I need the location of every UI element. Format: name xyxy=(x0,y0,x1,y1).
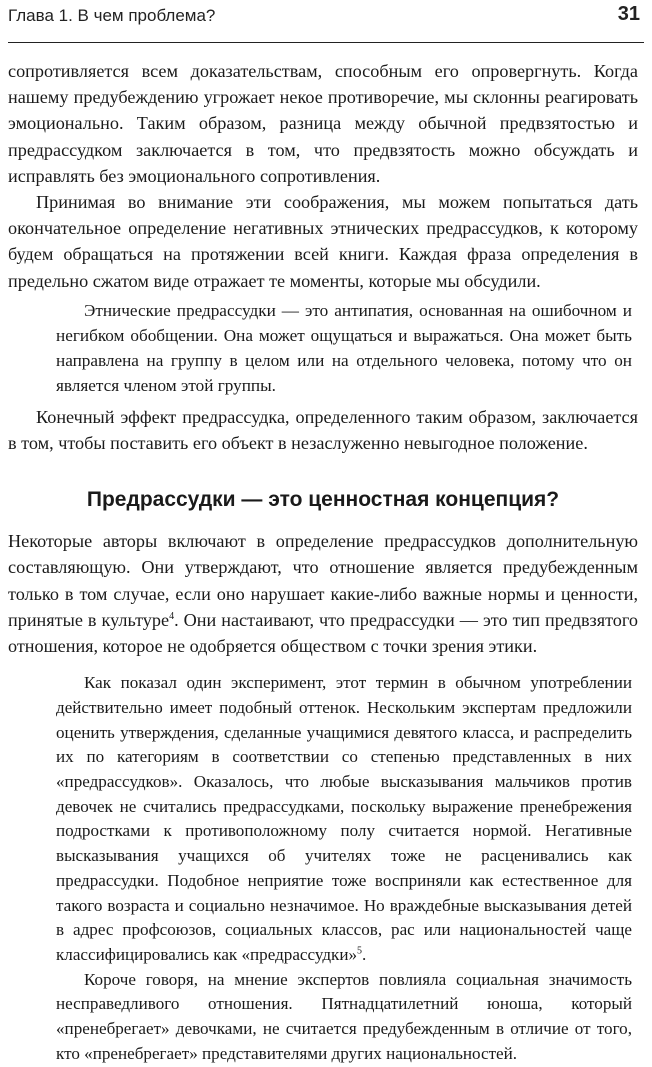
quote-block: Короче говоря, на мнение экспертов повлияла социальная значимость несправедливого отношения. Пятнадцатилетний юноша, который «пренебрегает» девочками, не считается предубежденным в отличие от того, кто «пренебрегает» представителями других национальностей. xyxy=(56,969,632,1063)
paragraph: Конечный эффект предрассудка, определенного таким образом, заключается в том, чтобы поставить его объект в незаслуженно невыгодное положение. xyxy=(8,406,638,454)
footnote-ref: 4 xyxy=(169,610,175,622)
quote-text: Как показал один эксперимент, этот термин в обычном употреблении действительно имеет подобный оттенок. Нескольким экспертам предложили оценить утверждения, сделанные учащимися девятого класса, и распределить их по категориям в соответствии со степенью представленных в них «предрассудков». Оказалось, что любые высказывания мальчиков против девочек не считались предрассудками, поскольку выражение пренебрежения подростками к противоположному полу считается нормой. Негативные высказывания учащихся об учителях тоже не расценивались как предрассудки. Подобное неприятие тоже восприняли как естественное для такого возраста и социально незначимое. Но враждебные высказывания детей в адрес профсоюзов, социальных классов, рас или национальностей чаще классифицировались как «предрассудки» xyxy=(56,673,632,964)
paragraph-text: . Они настаивают, что предрассудки — это тип предвзятого отношения, которое не одобряется обществом с точки зрения этики. xyxy=(8,609,638,657)
paragraph-text: Некоторые авторы включают в определение предрассудков дополнительную составляющую. Они утверждают, что отношение является предубежденным только в том случае, если оно нарушает какие-либо важные нормы и ценности, принятые в культуре xyxy=(8,531,638,630)
chapter-title: Глава 1. В чем проблема? xyxy=(8,6,216,25)
section-heading: Предрассудки — это ценностная концепция? xyxy=(86,488,560,512)
running-head xyxy=(8,0,644,43)
paragraph: сопротивляется всем доказательствам, способным его опровергнуть. Когда нашему предубеждению угрожает некое противоречие, мы склонны реагировать эмоционально. Таким образом, разница между обычной предвзятостью и предрассудком заключается в том, что предвзятость можно обсуждать и исправлять без эмоционального сопротивления. xyxy=(8,61,638,186)
paragraph: Принимая во внимание эти соображения, мы можем попытаться дать окончательное определение негативных этнических предрассудков, к которому будем обращаться на протяжении всей книги. Каждая фраза определения в предельно сжатом виде отражает те моменты, которые мы обсудили. xyxy=(8,192,638,291)
footnote-ref: 5 xyxy=(357,945,363,957)
quote-block xyxy=(8,671,638,967)
definition-block: Этнические предрассудки — это антипатия, основанная на ошибочном и негибком обобщении. Она может ощущаться и выражаться. Она может быть направлена на группу в целом или на отдельного человека, потому что он является членом этой группы. xyxy=(56,300,632,395)
page-number: 31 xyxy=(617,3,640,25)
page-body xyxy=(8,58,638,1067)
quote-text: . xyxy=(362,944,367,964)
paragraph xyxy=(8,528,638,659)
